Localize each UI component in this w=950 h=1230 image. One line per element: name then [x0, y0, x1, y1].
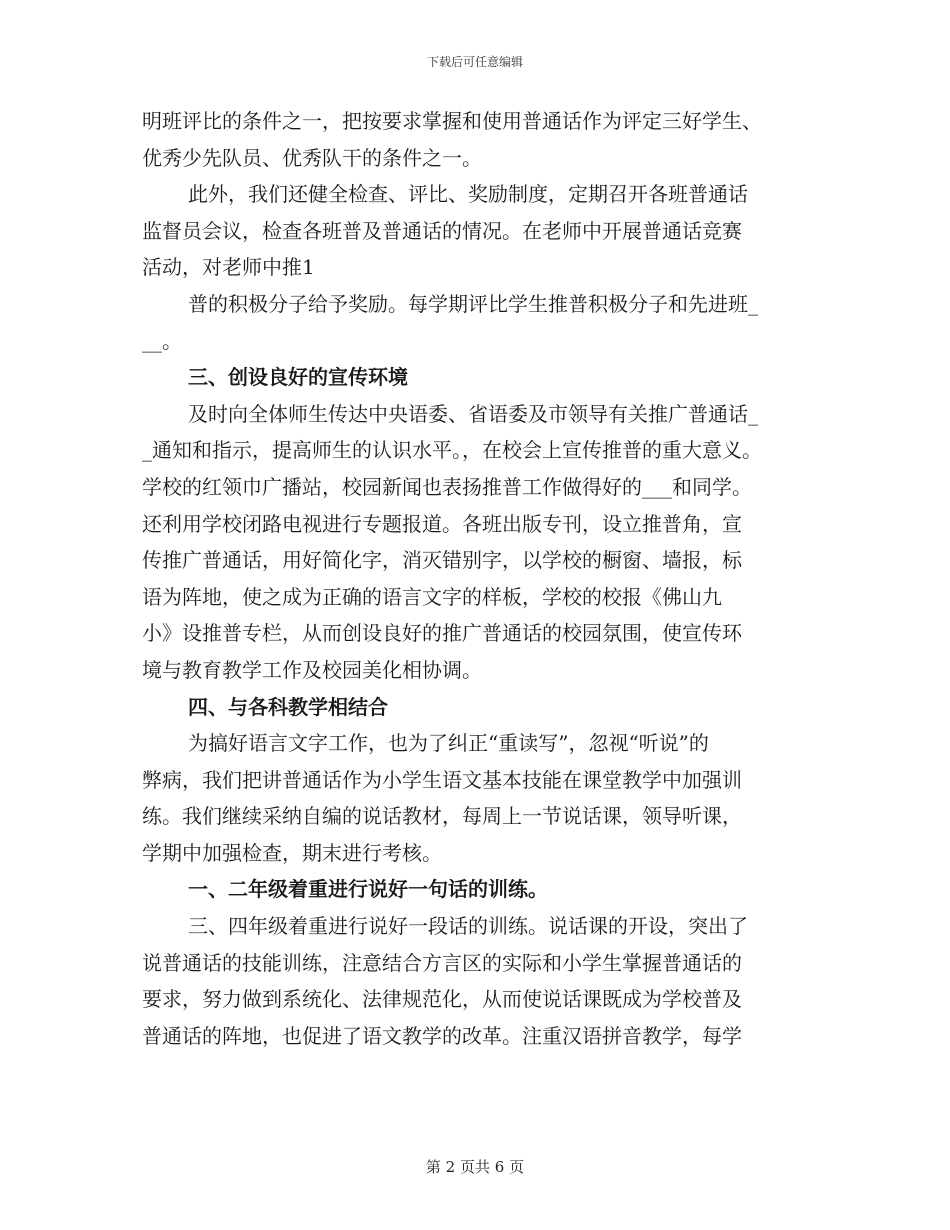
document-body: [142, 103, 817, 1054]
text-line: 普的积极分子给予奖励。每学期评比学生推普积极分子和先进班_: [188, 291, 758, 316]
text-line: 及时向全体师生传达中央语委、省语委及市领导有关推广普通话_: [188, 401, 758, 426]
section-heading: 一、二年级着重进行说好一句话的训练。: [188, 877, 548, 902]
text-line: 监督员会议，检查各班普及普通话的情况。在老师中开展普通话竞赛: [142, 218, 742, 243]
text-line: 学校的红领巾广播站，校园新闻也表扬推普工作做得好的___和同学。: [142, 474, 752, 499]
page-footer: 第 2 页共 6 页: [425, 1158, 525, 1176]
text-line: 练。我们继续采纳自编的说话教材，每周上一节说话课，领导听课，: [142, 804, 742, 829]
text-line: 要求，努力做到系统化、法律规范化，从而使说话课既成为学校普及: [142, 987, 742, 1012]
text-line: 小》设推普专栏，从而创设良好的推广普通话的校园氛围，使宣传环: [142, 621, 742, 646]
text-line: 说普通话的技能训练，注意结合方言区的实际和小学生掌握普通话的: [142, 950, 742, 975]
text-line: 还利用学校闭路电视进行专题报道。各班出版专刊，设立推普角，宣: [142, 511, 742, 536]
text-line: 此外，我们还健全检查、评比、奖励制度，定期召开各班普通话: [188, 182, 748, 207]
text-line: 明班评比的条件之一，把按要求掌握和使用普通话作为评定三好学生、: [142, 109, 762, 133]
page-header: 下载后可任意编辑: [426, 55, 523, 69]
text-line: 三、四年级着重进行说好一段话的训练。说话课的开设，突出了: [188, 914, 748, 939]
text-line: 活动，对老师中推1: [142, 255, 315, 280]
text-line: 弊病，我们把讲普通话作为小学生语文基本技能在课堂教学中加强训: [142, 767, 742, 792]
text-line: __。: [142, 328, 182, 353]
text-line: 学期中加强检查，期末进行考核。: [142, 840, 442, 865]
text-line: 优秀少先队员、优秀队干的条件之一。: [142, 145, 482, 170]
text-line: _通知和指示，提高师生的认识水平。，在校会上宣传推普的重大意义。: [142, 438, 762, 463]
text-line: 传推广普通话，用好简化字，消灭错别字，以学校的橱窗、墙报，标: [142, 548, 742, 573]
text-line: 为搞好语言文字工作，也为了纠正“重读写”，忽视“听说”的: [188, 731, 709, 756]
text-line: 境与教育教学工作及校园美化相协调。: [142, 657, 482, 682]
section-heading: 四、与各科教学相结合: [188, 694, 388, 719]
text-line: 普通话的阵地，也促进了语文教学的改革。注重汉语拼音教学，每学: [142, 1023, 742, 1048]
text-line: 语为阵地，使之成为正确的语言文字的样板，学校的校报《佛山九: [142, 584, 722, 609]
section-heading: 三、创设良好的宣传环境: [188, 365, 408, 390]
